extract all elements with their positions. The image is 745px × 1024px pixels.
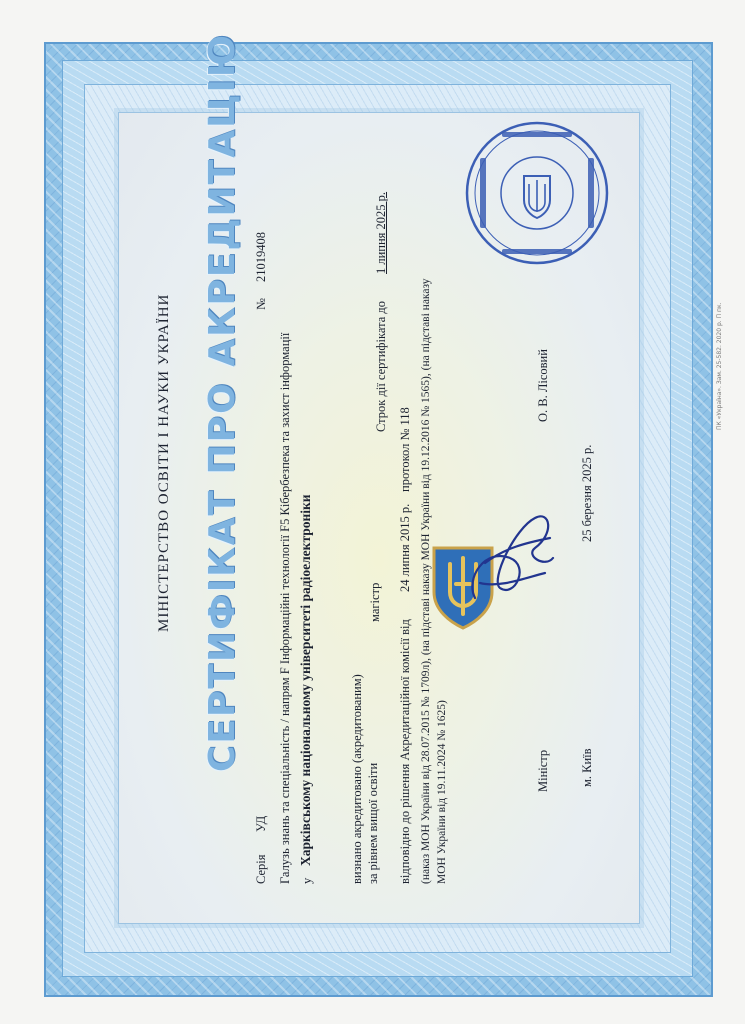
print-mark: ПК «Україна». Зам. 25-582. 2020 р. П пк. [716, 302, 723, 430]
number-label: № [254, 298, 268, 310]
certificate-title: СЕРТИФІКАТ ПРО АКРЕДИТАЦІЮ [202, 32, 243, 772]
university-prefix: у [300, 877, 314, 884]
recognized-line-2: за рівнем вищої освіти [366, 762, 380, 884]
field-of-study: Галузь знань та спеціальність / напрям F Інформаційні технології F5 Кібербезпека та захист інформації [278, 332, 292, 884]
validity-label: Строк дії сертифіката до [374, 301, 388, 432]
decision-label: відповідно до рішення Акредитаційної комісії від [398, 619, 412, 884]
official-seal-icon [462, 118, 612, 268]
issue-date: 25 березня 2025 р. [580, 444, 594, 542]
minister-label: Міністр [536, 749, 550, 792]
recognized-line-1: визнано акредитовано (акредитованим) [350, 674, 364, 884]
minister-name: О. В. Лісовий [536, 349, 550, 422]
certificate-number: 21019408 [254, 232, 268, 282]
protocol-number: протокол № 118 [398, 407, 412, 492]
ministry-heading: МІНІСТЕРСТВО ОСВІТИ І НАУКИ УКРАЇНИ [156, 293, 172, 632]
order-line-1: (наказ МОН України від 28.07.2015 № 1709л), (на підставі наказу МОН України від 19.12.2016 № 1565), (на підставі наказу [420, 278, 432, 884]
university-name: Харківському національному університеті радіоелектроніки [298, 494, 313, 866]
degree-value: магістр [368, 582, 382, 622]
series-label: Серія [254, 854, 268, 884]
validity-date: 1 липня 2025 р. [374, 191, 388, 274]
minister-signature [455, 488, 565, 628]
city: м. Київ [580, 748, 594, 787]
decision-date: 24 липня 2015 р. [398, 503, 412, 592]
order-line-2: МОН України від 19.11.2024 № 1625) [436, 700, 448, 884]
series-value: УД [254, 815, 268, 832]
